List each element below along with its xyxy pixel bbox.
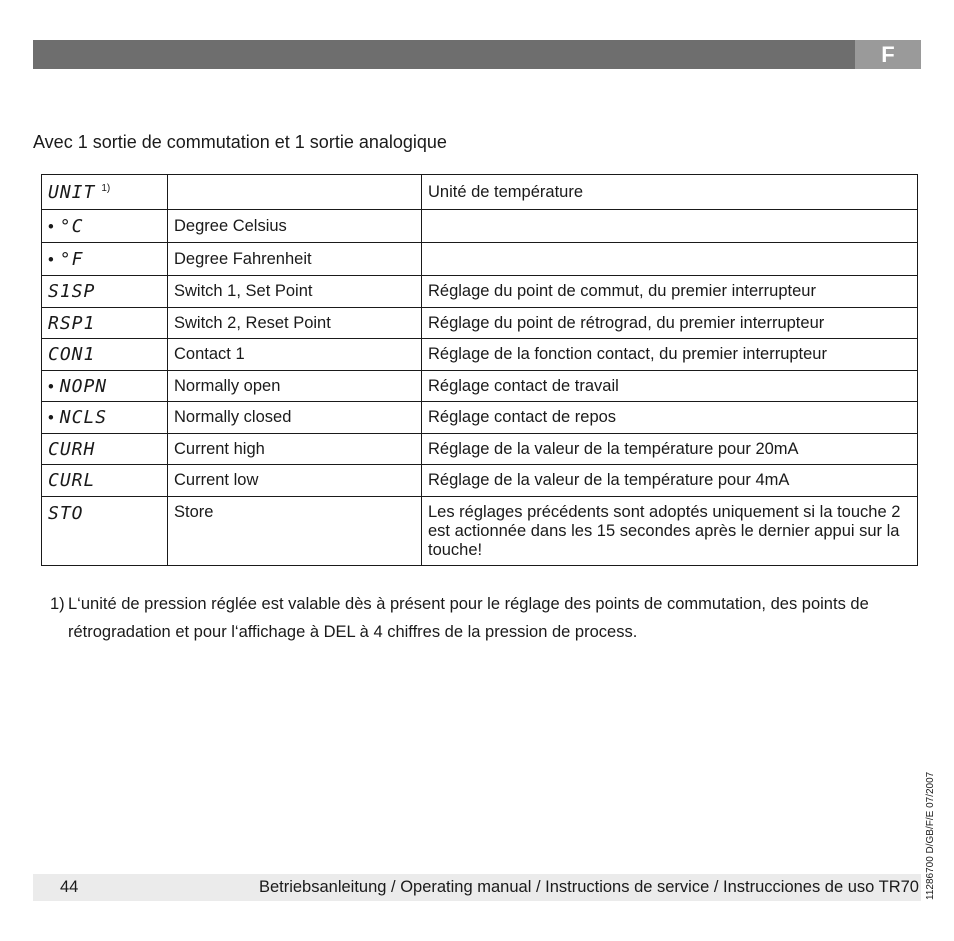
- bullet: •: [48, 217, 54, 236]
- cell-french: Réglage de la valeur de la température pour 4mA: [422, 465, 918, 497]
- footnote-marker: 1): [101, 183, 111, 194]
- display-code: NOPN: [59, 375, 108, 397]
- cell-code: [42, 497, 168, 566]
- table-row: [42, 243, 918, 276]
- cell-french: Réglage du point de commut, du premier interrupteur: [422, 276, 918, 308]
- cell-code: [42, 371, 168, 402]
- footnote-text: L‘unité de pression réglée est valable dès à présent pour le réglage des points de commutation, des points de rétrogradation et pour l‘affichage à DEL à 4 chiffres de la pression de process.: [68, 595, 869, 641]
- table-row: [42, 434, 918, 465]
- page-number: 44: [60, 878, 79, 896]
- display-code: RSP1: [48, 312, 96, 334]
- parameter-table: [41, 174, 918, 566]
- display-code: CURL: [48, 470, 96, 491]
- footer-bar: [33, 874, 921, 901]
- display-code: °C: [59, 215, 84, 237]
- cell-code: [42, 402, 168, 434]
- cell-english: Degree Fahrenheit: [168, 243, 422, 276]
- section-subtitle: Avec 1 sortie de commutation et 1 sortie analogique: [33, 132, 447, 152]
- cell-code: [42, 243, 168, 276]
- display-code: °F: [59, 248, 84, 270]
- cell-french: Réglage du point de rétrograd, du premier interrupteur: [422, 308, 918, 339]
- cell-french: Unité de température: [422, 175, 918, 210]
- cell-french: Réglage contact de travail: [422, 371, 918, 402]
- cell-french: Réglage de la fonction contact, du premier interrupteur: [422, 339, 918, 371]
- display-code: NCLS: [59, 407, 108, 428]
- cell-french: [422, 210, 918, 243]
- cell-code: [42, 465, 168, 497]
- header-bar: [33, 40, 921, 69]
- table-row: [42, 465, 918, 497]
- table-row: [42, 210, 918, 243]
- cell-french: Réglage contact de repos: [422, 402, 918, 434]
- bullet: •: [48, 377, 54, 396]
- table-row: [42, 175, 918, 210]
- display-code: CON1: [48, 344, 96, 365]
- table-row: [42, 497, 918, 566]
- table-row: [42, 371, 918, 402]
- table-row: [42, 308, 918, 339]
- cell-english: [168, 175, 422, 210]
- display-code: UNIT: [48, 181, 96, 203]
- display-code: S1SP: [48, 281, 96, 302]
- cell-english: Normally open: [168, 371, 422, 402]
- cell-english: Switch 1, Set Point: [168, 276, 422, 308]
- cell-french: Réglage de la valeur de la température pour 20mA: [422, 434, 918, 465]
- table-row: [42, 402, 918, 434]
- cell-english: Store: [168, 497, 422, 566]
- display-code: CURH: [48, 438, 96, 460]
- document-code: 11286700 D/GB/F/E 07/2007: [925, 771, 936, 900]
- cell-code: [42, 434, 168, 465]
- bullet: •: [48, 409, 54, 427]
- cell-french: [422, 243, 918, 276]
- cell-code: [42, 175, 168, 210]
- cell-french: Les réglages précédents sont adoptés uniquement si la touche 2 est actionnée dans les 15 secondes après le dernier appui sur la touche!: [422, 497, 918, 566]
- cell-english: Current low: [168, 465, 422, 497]
- table-row: [42, 339, 918, 371]
- cell-english: Normally closed: [168, 402, 422, 434]
- cell-english: Contact 1: [168, 339, 422, 371]
- cell-code: [42, 210, 168, 243]
- table-row: [42, 276, 918, 308]
- display-code: STO: [48, 503, 84, 524]
- footnote-number: 1): [50, 595, 65, 613]
- cell-code: [42, 308, 168, 339]
- cell-code: [42, 339, 168, 371]
- cell-english: Current high: [168, 434, 422, 465]
- bullet: •: [48, 250, 54, 269]
- cell-english: Degree Celsius: [168, 210, 422, 243]
- footer-title: Betriebsanleitung / Operating manual / Instructions de service / Instrucciones de uso TR70: [258, 878, 919, 896]
- cell-code: [42, 276, 168, 308]
- cell-english: Switch 2, Reset Point: [168, 308, 422, 339]
- footnote: [50, 590, 920, 646]
- section-tab-letter: F: [855, 40, 921, 69]
